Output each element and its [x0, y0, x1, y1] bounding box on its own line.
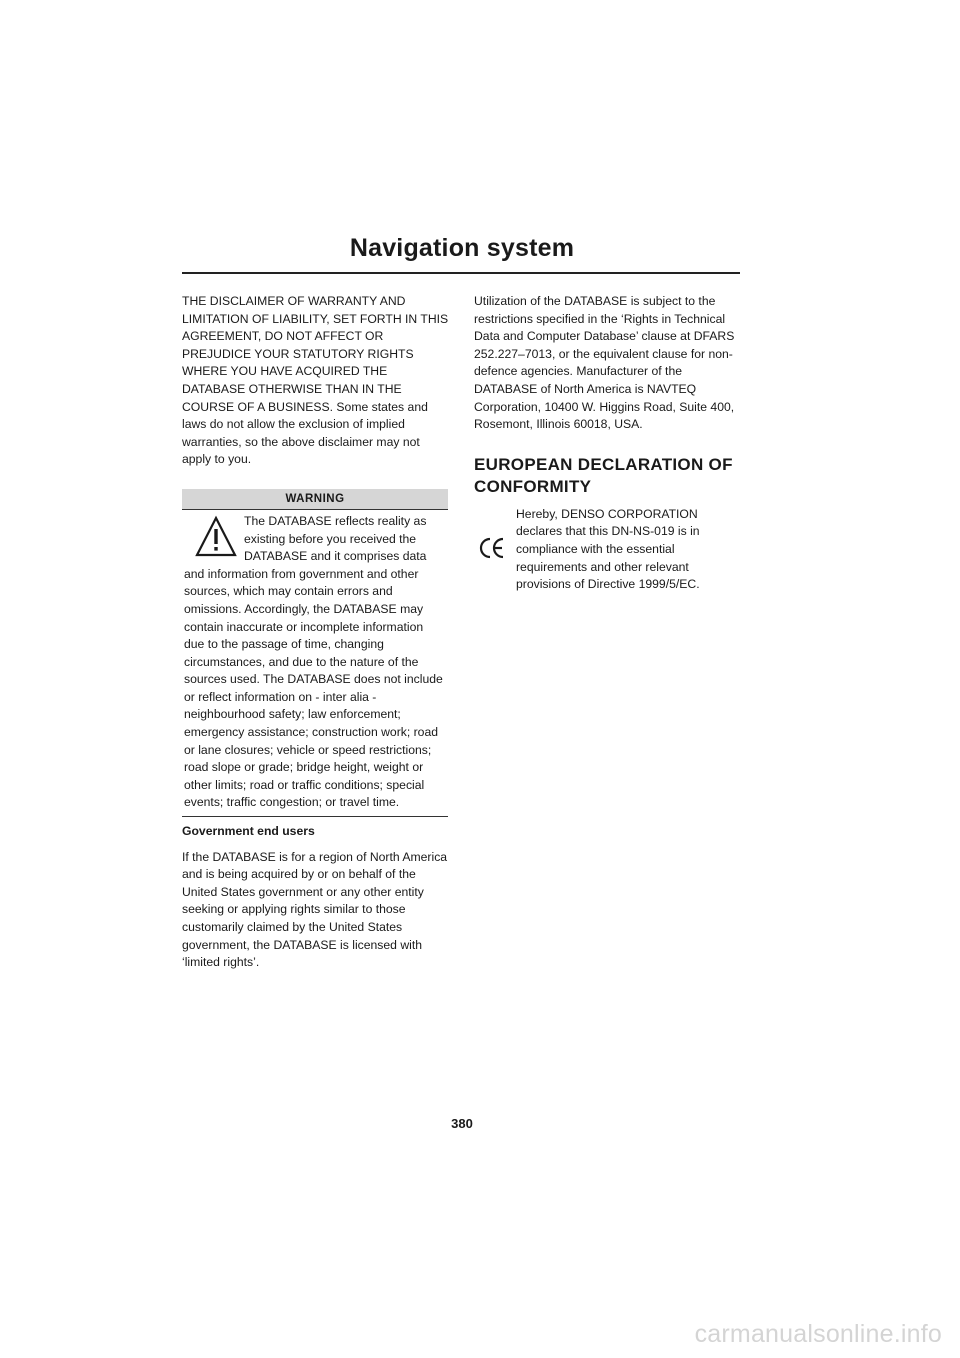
- watermark: carmanualsonline.info: [694, 1320, 942, 1348]
- declaration-block: [474, 506, 744, 594]
- ce-mark-icon: [478, 536, 506, 560]
- left-column: [182, 293, 452, 972]
- warning-label: WARNING: [182, 489, 448, 509]
- utilization-paragraph: Utilization of the DATABASE is subject to the restrictions specified in the ‘Rights in Technical Data and Computer Database’ clause at DFARS 252.227–7013, or the equivalent clause for non-defence agencies. Manufacturer of the DATABASE of North America is NAVTEQ Corporation, 10400 W. Higgins Road, Suite 400, Rosemont, Illinois 60018, USA.: [474, 294, 735, 432]
- government-heading: Government end users: [182, 824, 315, 839]
- warning-triangle-icon: [194, 515, 238, 559]
- disclaimer-paragraph: THE DISCLAIMER OF WARRANTY AND LIMITATION OF LIABILITY, SET FORTH IN THIS AGREEMENT, DO NOT AFFECT OR PREJUDICE YOUR STATUTORY RIGHTS WHERE YOU HAVE ACQUIRED THE DATABASE OTHERWISE THAN IN THE COURSE OF A BUSINESS. Some states and laws do not allow the exclusion of implied warranties, so the above disclaimer may not apply to you.: [182, 294, 449, 467]
- government-paragraph: If the DATABASE is for a region of North America and is being acquired by or on behalf of the United States government or any other entity seeking or applying rights similar to those customarily claimed by the United States government, the DATABASE is licensed with ‘limited rights’.: [182, 849, 448, 970]
- section-heading: EUROPEAN DECLARATION OF CONFORMITY: [474, 454, 733, 496]
- warning-box: [182, 489, 448, 817]
- declaration-paragraph: Hereby, DENSO CORPORATION declares that this DN-NS-019 is in compliance with the essential requirements and other relevant provisions of Directive 1999/5/EC.: [516, 506, 700, 592]
- warning-bottom-divider: [182, 816, 448, 817]
- warning-body: [182, 510, 448, 814]
- right-column: [474, 293, 744, 594]
- title-divider: [182, 272, 740, 274]
- warning-text: The DATABASE reflects reality as existing before you received the DATABASE and it comprises data and information from government and other sources, which may contain errors and omissions. Accordingly, the DATABASE may contain inaccurate or incomplete information due to the passage of time, changing circumstances, and due to the nature of the sources used. The DATABASE does not include or reflect information on - inter alia - neighbourhood safety; law enforcement; emergency assistance; construction work; road or lane closures; vehicle or speed restrictions; road slope or grade; bridge height, weight or other limits; road or traffic conditions; special events; traffic congestion; or travel time.: [184, 513, 443, 810]
- page-title: Navigation system: [349, 234, 575, 262]
- page-number: 380: [451, 1116, 473, 1131]
